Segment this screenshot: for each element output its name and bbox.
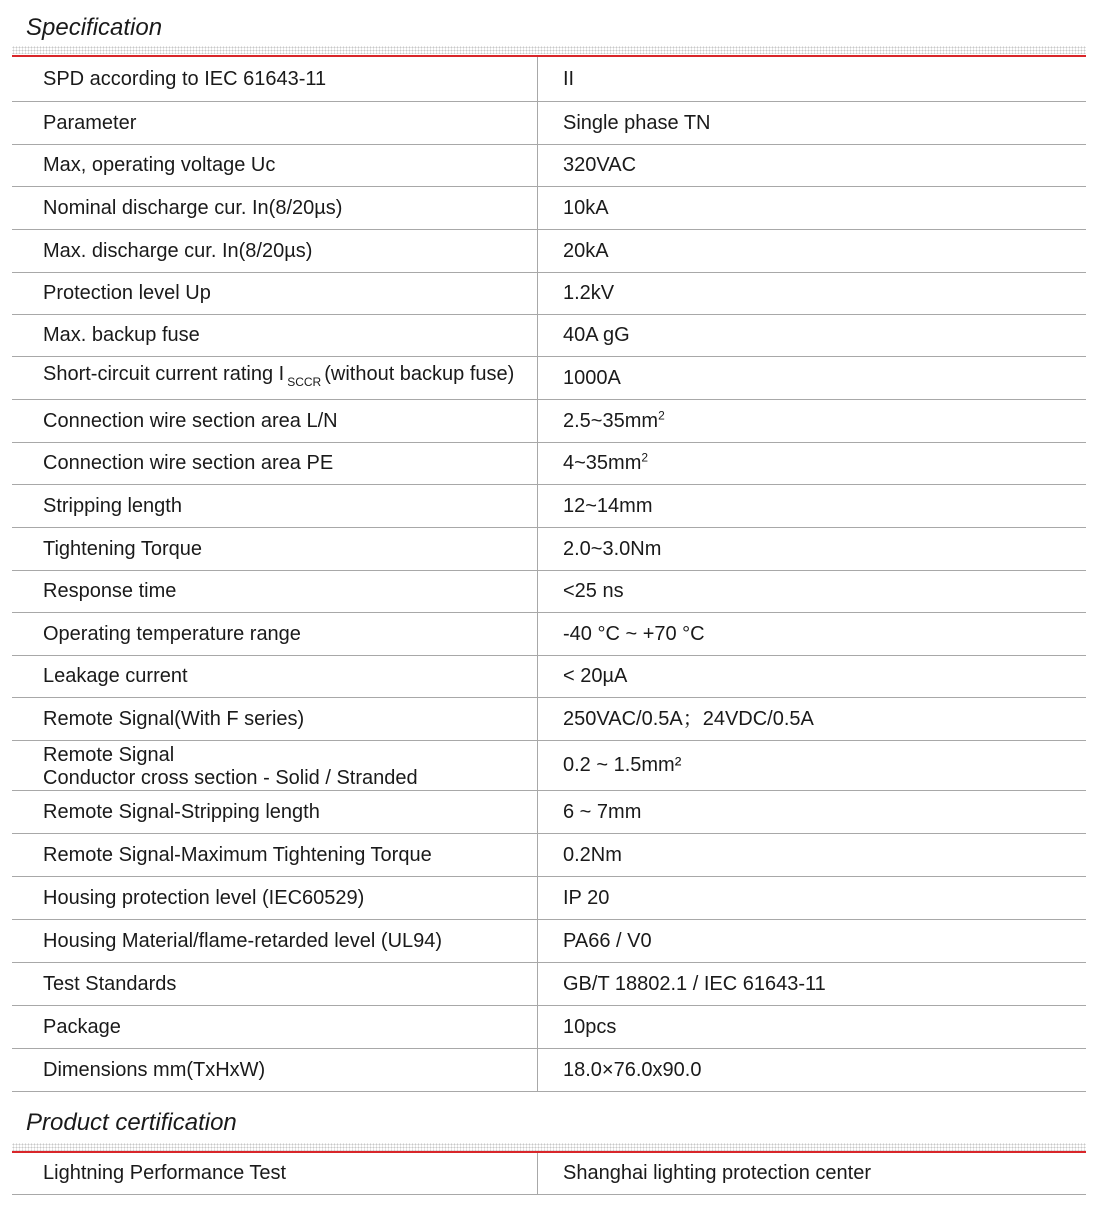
value-main: 18.0×76.0x90.0 xyxy=(563,1058,702,1081)
table-row xyxy=(12,698,1086,741)
parameter-cell xyxy=(12,963,538,1005)
value-main: 4~35mm xyxy=(563,452,642,474)
value-cell xyxy=(538,400,1086,442)
value-main: 320VAC xyxy=(563,154,637,176)
value-cell xyxy=(538,877,1086,919)
value-text xyxy=(563,367,621,390)
value-main: 1.2kV xyxy=(563,282,615,304)
value-text xyxy=(563,495,653,518)
table-row xyxy=(12,400,1086,443)
table-row xyxy=(12,102,1086,145)
parameter-label: Package xyxy=(43,1015,121,1038)
parameter-cell xyxy=(12,315,538,356)
value-text xyxy=(563,844,622,867)
parameter-cell xyxy=(12,741,538,790)
table-row xyxy=(12,528,1086,571)
table-row xyxy=(12,613,1086,656)
value-main: 1000A xyxy=(563,366,621,389)
parameter-label: Tightening Torque xyxy=(43,537,203,560)
value-cell xyxy=(538,315,1086,356)
value-main: PA66 / V0 xyxy=(563,929,652,952)
value-text xyxy=(563,452,648,475)
specification-title: Specification xyxy=(26,14,163,41)
value-text xyxy=(563,240,609,263)
value-text xyxy=(563,1059,701,1082)
value-cell xyxy=(538,698,1086,740)
value-cell xyxy=(538,741,1086,790)
parameter-label: Max. backup fuse xyxy=(43,324,200,346)
value-text xyxy=(563,623,705,646)
table-row xyxy=(12,1049,1086,1092)
parameter-cell xyxy=(12,102,538,144)
value-cell xyxy=(538,102,1086,144)
parameter-label-text: Short-circuit current rating I xyxy=(43,362,285,385)
value-main: 10kA xyxy=(563,196,609,219)
table-row xyxy=(12,443,1086,485)
value-cell xyxy=(538,1153,1086,1194)
value-main: -40 °C ~ +70 °C xyxy=(563,622,705,645)
parameter-cell xyxy=(12,485,538,527)
value-cell xyxy=(538,57,1086,101)
dotted-divider xyxy=(12,1143,1086,1151)
value-cell xyxy=(538,528,1086,570)
parameter-label: Remote Signal-Maximum Tightening Torque xyxy=(43,843,432,866)
value-text xyxy=(563,538,661,561)
table-row xyxy=(12,315,1086,357)
parameter-label: Stripping length xyxy=(43,494,182,517)
parameter-cell xyxy=(12,877,538,919)
parameter-cell xyxy=(12,834,538,876)
value-main: 10pcs xyxy=(563,1015,617,1038)
table-row xyxy=(12,920,1086,963)
value-text xyxy=(563,282,614,305)
parameter-label: Response time xyxy=(43,580,177,602)
value-cell xyxy=(538,791,1086,833)
value-cell xyxy=(538,145,1086,186)
value-cell xyxy=(538,920,1086,962)
parameter-label: Max. discharge cur. In(8/20µs) xyxy=(43,239,313,262)
table-row xyxy=(12,485,1086,528)
value-main: 40A gG xyxy=(563,324,630,346)
value-main: 2.5~35mm xyxy=(563,409,659,432)
value-text xyxy=(563,68,574,91)
parameter-cell xyxy=(12,1049,538,1091)
value-main: Shanghai lighting protection center xyxy=(563,1162,871,1184)
superscript: 2 xyxy=(658,407,665,422)
value-cell xyxy=(538,834,1086,876)
value-text xyxy=(563,197,609,220)
value-text xyxy=(563,324,630,347)
parameter-label: Connection wire section area PE xyxy=(43,452,334,474)
value-cell xyxy=(538,443,1086,484)
value-main: 12~14mm xyxy=(563,494,653,517)
value-text xyxy=(563,1016,616,1039)
value-main: 20kA xyxy=(563,239,609,262)
table-row xyxy=(12,357,1086,400)
value-text xyxy=(563,973,826,996)
value-main: 6 ~ 7mm xyxy=(563,800,642,823)
table-row xyxy=(12,791,1086,834)
superscript: 2 xyxy=(641,450,649,465)
value-main: 250VAC/0.5A；24VDC/0.5A xyxy=(563,707,814,730)
parameter-cell xyxy=(12,920,538,962)
value-cell xyxy=(538,571,1086,612)
value-main: IP 20 xyxy=(563,886,610,909)
value-text xyxy=(563,407,665,433)
value-main: 0.2Nm xyxy=(563,843,622,866)
parameter-label: Housing protection level (IEC60529) xyxy=(43,886,365,909)
parameter-label: SPD according to IEC 61643-11 xyxy=(43,67,327,90)
table-row xyxy=(12,741,1086,791)
parameter-label: Operating temperature range xyxy=(43,622,301,645)
table-row xyxy=(12,571,1086,613)
table-row xyxy=(12,145,1086,187)
certification-table xyxy=(12,1153,1086,1195)
parameter-label: Max, operating voltage Uc xyxy=(43,154,276,176)
table-row xyxy=(12,834,1086,877)
parameter-label: Remote Signal-Stripping length xyxy=(43,800,320,823)
value-cell xyxy=(538,613,1086,655)
parameter-cell xyxy=(12,145,538,186)
parameter-label: Protection level Up xyxy=(43,282,211,304)
table-row xyxy=(12,187,1086,230)
value-cell xyxy=(538,357,1086,399)
value-main: Single phase TN xyxy=(563,111,711,134)
table-row xyxy=(12,273,1086,315)
parameter-label: Remote Signal(With F series) xyxy=(43,707,305,730)
dotted-divider xyxy=(12,46,1086,54)
parameter-label: Nominal discharge cur. In(8/20µs) xyxy=(43,196,343,219)
parameter-cell xyxy=(12,656,538,697)
parameter-label xyxy=(43,363,514,394)
value-main: 0.2 ~ 1.5mm² xyxy=(563,754,682,776)
parameter-label: Leakage current xyxy=(43,665,188,687)
table-row xyxy=(12,230,1086,273)
parameter-cell xyxy=(12,571,538,612)
value-cell xyxy=(538,485,1086,527)
table-row xyxy=(12,877,1086,920)
value-text xyxy=(563,665,627,688)
parameter-cell xyxy=(12,187,538,229)
parameter-cell xyxy=(12,791,538,833)
parameter-label: Conductor cross section - Solid / Stranded xyxy=(43,767,418,789)
parameter-cell xyxy=(12,1153,538,1194)
parameter-label: Test Standards xyxy=(43,972,177,995)
value-cell xyxy=(538,963,1086,1005)
value-cell xyxy=(538,273,1086,314)
product-certification-title: Product certification xyxy=(26,1109,237,1136)
value-text xyxy=(563,154,636,177)
parameter-cell xyxy=(12,1006,538,1048)
parameter-cell xyxy=(12,443,538,484)
parameter-cell xyxy=(12,273,538,314)
value-text xyxy=(563,887,609,910)
parameter-cell xyxy=(12,698,538,740)
parameter-label: Dimensions mm(TxHxW) xyxy=(43,1058,266,1081)
value-main: 2.0~3.0Nm xyxy=(563,537,662,560)
parameter-label: Lightning Performance Test xyxy=(43,1162,287,1184)
parameter-label: Parameter xyxy=(43,111,137,134)
parameter-cell xyxy=(12,357,538,399)
table-row xyxy=(12,656,1086,698)
value-cell xyxy=(538,1049,1086,1091)
table-row xyxy=(12,963,1086,1006)
parameter-label: Remote Signal xyxy=(43,744,175,766)
value-text xyxy=(563,754,681,777)
value-main: < 20µA xyxy=(563,665,628,687)
value-text xyxy=(563,1162,871,1185)
parameter-cell xyxy=(12,400,538,442)
parameter-cell xyxy=(12,528,538,570)
subscript-label: SCCR xyxy=(287,374,322,389)
value-cell xyxy=(538,656,1086,697)
parameter-cell xyxy=(12,57,538,101)
value-main: <25 ns xyxy=(563,580,624,602)
specification-table xyxy=(12,57,1086,1092)
table-row xyxy=(12,1153,1086,1195)
parameter-label: Connection wire section area L/N xyxy=(43,409,338,432)
parameter-label: Housing Material/flame-retarded level (UL94) xyxy=(43,929,443,952)
value-text xyxy=(563,112,711,135)
parameter-cell xyxy=(12,613,538,655)
parameter-label-text: (without backup fuse) xyxy=(324,362,515,385)
value-main: GB/T 18802.1 / IEC 61643-11 xyxy=(563,972,826,995)
value-text xyxy=(563,580,624,603)
value-text xyxy=(563,801,641,824)
table-row xyxy=(12,57,1086,102)
value-cell xyxy=(538,1006,1086,1048)
parameter-cell xyxy=(12,230,538,272)
value-cell xyxy=(538,187,1086,229)
value-text xyxy=(563,930,652,953)
table-row xyxy=(12,1006,1086,1049)
value-cell xyxy=(538,230,1086,272)
value-text xyxy=(563,708,814,731)
value-main: II xyxy=(563,67,575,90)
